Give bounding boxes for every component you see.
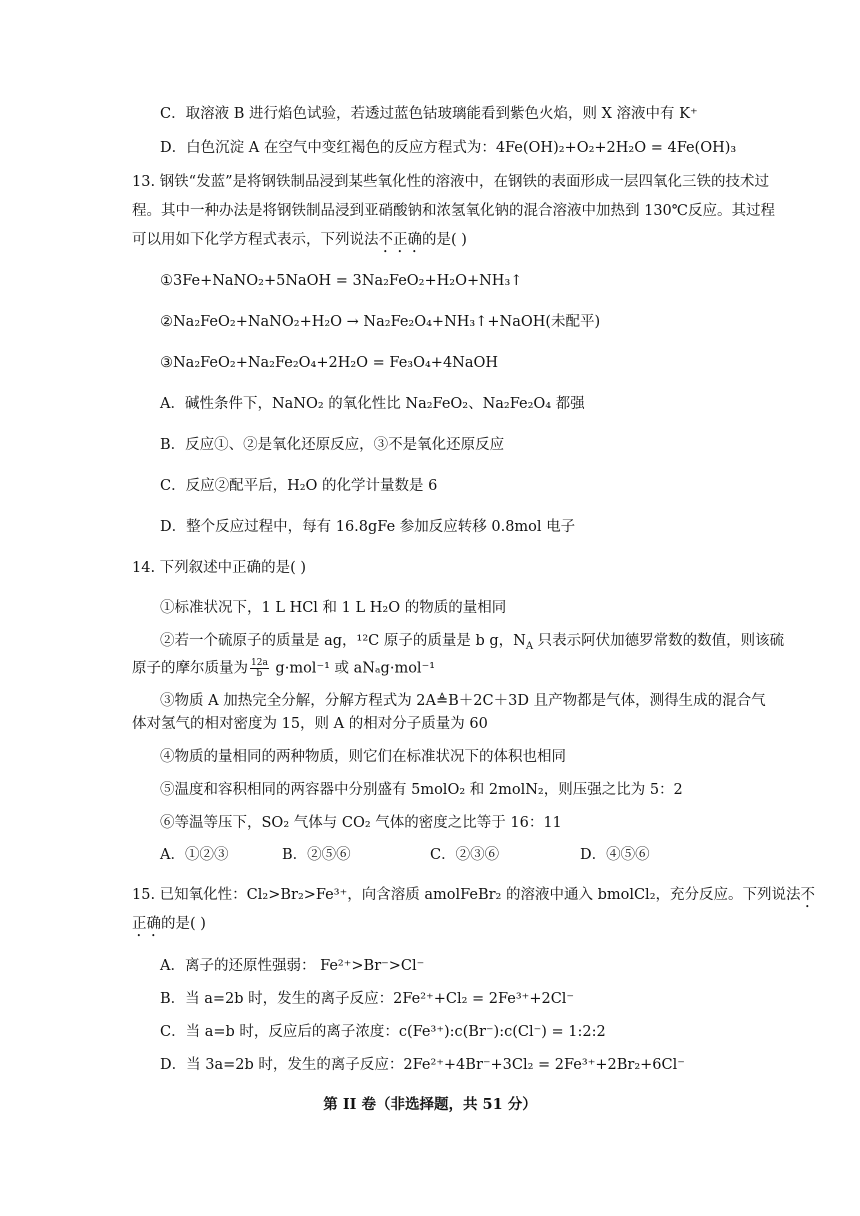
q14-option-a: A．①②③ (160, 847, 229, 863)
molar-mass-fraction (250, 658, 269, 679)
q13-stem-post: 的是( ) (422, 232, 467, 248)
q14-s2-pre: ②若一个硫原子的质量是 ag，¹²C 原子的质量是 b g，N (160, 633, 526, 649)
q13-stem-emphasis: 不正确 (378, 232, 422, 248)
q15-stem-emphasis-2: 正确 (132, 916, 161, 932)
q14-statement-2a (160, 631, 784, 651)
q15-option-b: B．当 a=2b 时，发生的离子反应：2Fe²⁺+Cl₂ = 2Fe³⁺+2Cl⁻ (160, 991, 575, 1007)
q14-s2b-post: g·mol⁻¹ 或 aNₐg·mol⁻¹ (270, 660, 436, 677)
q14-option-d: D．④⑤⑥ (580, 847, 650, 863)
q14-option-c: C．②③⑥ (430, 847, 500, 863)
q14-option-b: B．②⑤⑥ (282, 847, 351, 863)
q14-statement-4: ④物质的量相同的两种物质，则它们在标准状况下的体积也相同 (160, 749, 566, 765)
q14-s2-post: 只表示阿伏加德罗常数的数值，则该硫 (533, 633, 785, 649)
q13-equation-1: ①3Fe+NaNO₂+5NaOH = 3Na₂FeO₂+H₂O+NH₃↑ (160, 273, 523, 289)
q13-option-c: C．反应②配平后，H₂O 的化学计量数是 6 (160, 478, 438, 494)
q13-stem-pre: 可以用如下化学方程式表示，下列说法 (132, 232, 379, 248)
q15-option-c: C．当 a=b 时，反应后的离子浓度：c(Fe³⁺):c(Br⁻):c(Cl⁻) = 1:2:2 (160, 1024, 606, 1040)
fraction-numerator: 12a (251, 658, 268, 668)
q13-option-a: A．碱性条件下，NaNO₂ 的氧化性比 Na₂FeO₂、Na₂Fe₂O₄ 都强 (160, 396, 585, 412)
q13-equation-2: ②Na₂FeO₂+NaNO₂+H₂O → Na₂Fe₂O₄+NH₃↑+NaOH(未配平) (160, 314, 601, 330)
q13-stem-line-1: 13. 钢铁“发蓝”是将钢铁制品浸到某些氧化性的溶液中，在钢铁的表面形成一层四氧化三铁的技术过 (132, 174, 769, 190)
q14-statement-3b: 体对氢气的相对密度为 15，则 A 的相对分子质量为 60 (132, 716, 488, 732)
section-title: 第 II 卷（非选择题，共 51 分） (323, 1096, 537, 1113)
q14-stem: 14. 下列叙述中正确的是( ) (132, 560, 307, 576)
q14-s2-subscript: A (525, 640, 534, 652)
q14-statement-3a: ③物质 A 加热完全分解，分解方程式为 2A≜B＋2C＋3D 且产物都是气体，测得生成的混合气 (160, 693, 766, 709)
q14-statement-6: ⑥等温等压下，SO₂ 气体与 CO₂ 气体的密度之比等于 16：11 (160, 815, 562, 831)
q15-option-a: A．离子的还原性强弱： Fe²⁺>Br⁻>Cl⁻ (160, 958, 425, 974)
q15-stem-line-1 (132, 885, 815, 911)
q13-equation-3: ③Na₂FeO₂+Na₂Fe₂O₄+2H₂O = Fe₃O₄+4NaOH (160, 355, 499, 371)
q15-stem-pre: 15. 已知氧化性：Cl₂>Br₂>Fe³⁺，向含溶质 amolFeBr₂ 的溶液中通入 bmolCl₂，充分反应。下列说法 (132, 887, 801, 903)
q14-statement-5: ⑤温度和容积相同的两容器中分别盛有 5molO₂ 和 2molN₂，则压强之比为 5：2 (160, 782, 683, 798)
q13-option-b: B．反应①、②是氧化还原反应，③不是氧化还原反应 (160, 437, 505, 453)
fraction-denominator: b (256, 669, 263, 679)
q14-statement-2b (132, 658, 435, 679)
q15-stem-line-2 (132, 914, 206, 940)
q12-option-c: C．取溶液 B 进行焰色试验，若透过蓝色钴玻璃能看到紫色火焰，则 X 溶液中有 K⁺ (160, 106, 698, 122)
q13-stem-line-2: 程。其中一种办法是将钢铁制品浸到亚硝酸钠和浓氢氧化钠的混合溶液中加热到 130℃反应。其过程 (132, 203, 776, 219)
q12-option-d: D．白色沉淀 A 在空气中变红褐色的反应方程式为：4Fe(OH)₂+O₂+2H₂O = 4Fe(OH)₃ (160, 140, 737, 156)
q14-s2b-pre: 原子的摩尔质量为 (132, 660, 248, 677)
q15-option-d: D．当 3a=2b 时，发生的离子反应：2Fe²⁺+4Br⁻+3Cl₂ = 2Fe³⁺+2Br₂+6Cl⁻ (160, 1057, 685, 1073)
q14-statement-1: ①标准状况下，1 L HCl 和 1 L H₂O 的物质的量相同 (160, 600, 507, 616)
q13-option-d: D．整个反应过程中，每有 16.8gFe 参加反应转移 0.8mol 电子 (160, 519, 576, 535)
q15-stem-post: 的是( ) (161, 916, 206, 932)
q13-stem-line-3 (132, 230, 467, 256)
q15-stem-emphasis-1: 不 (800, 887, 816, 903)
